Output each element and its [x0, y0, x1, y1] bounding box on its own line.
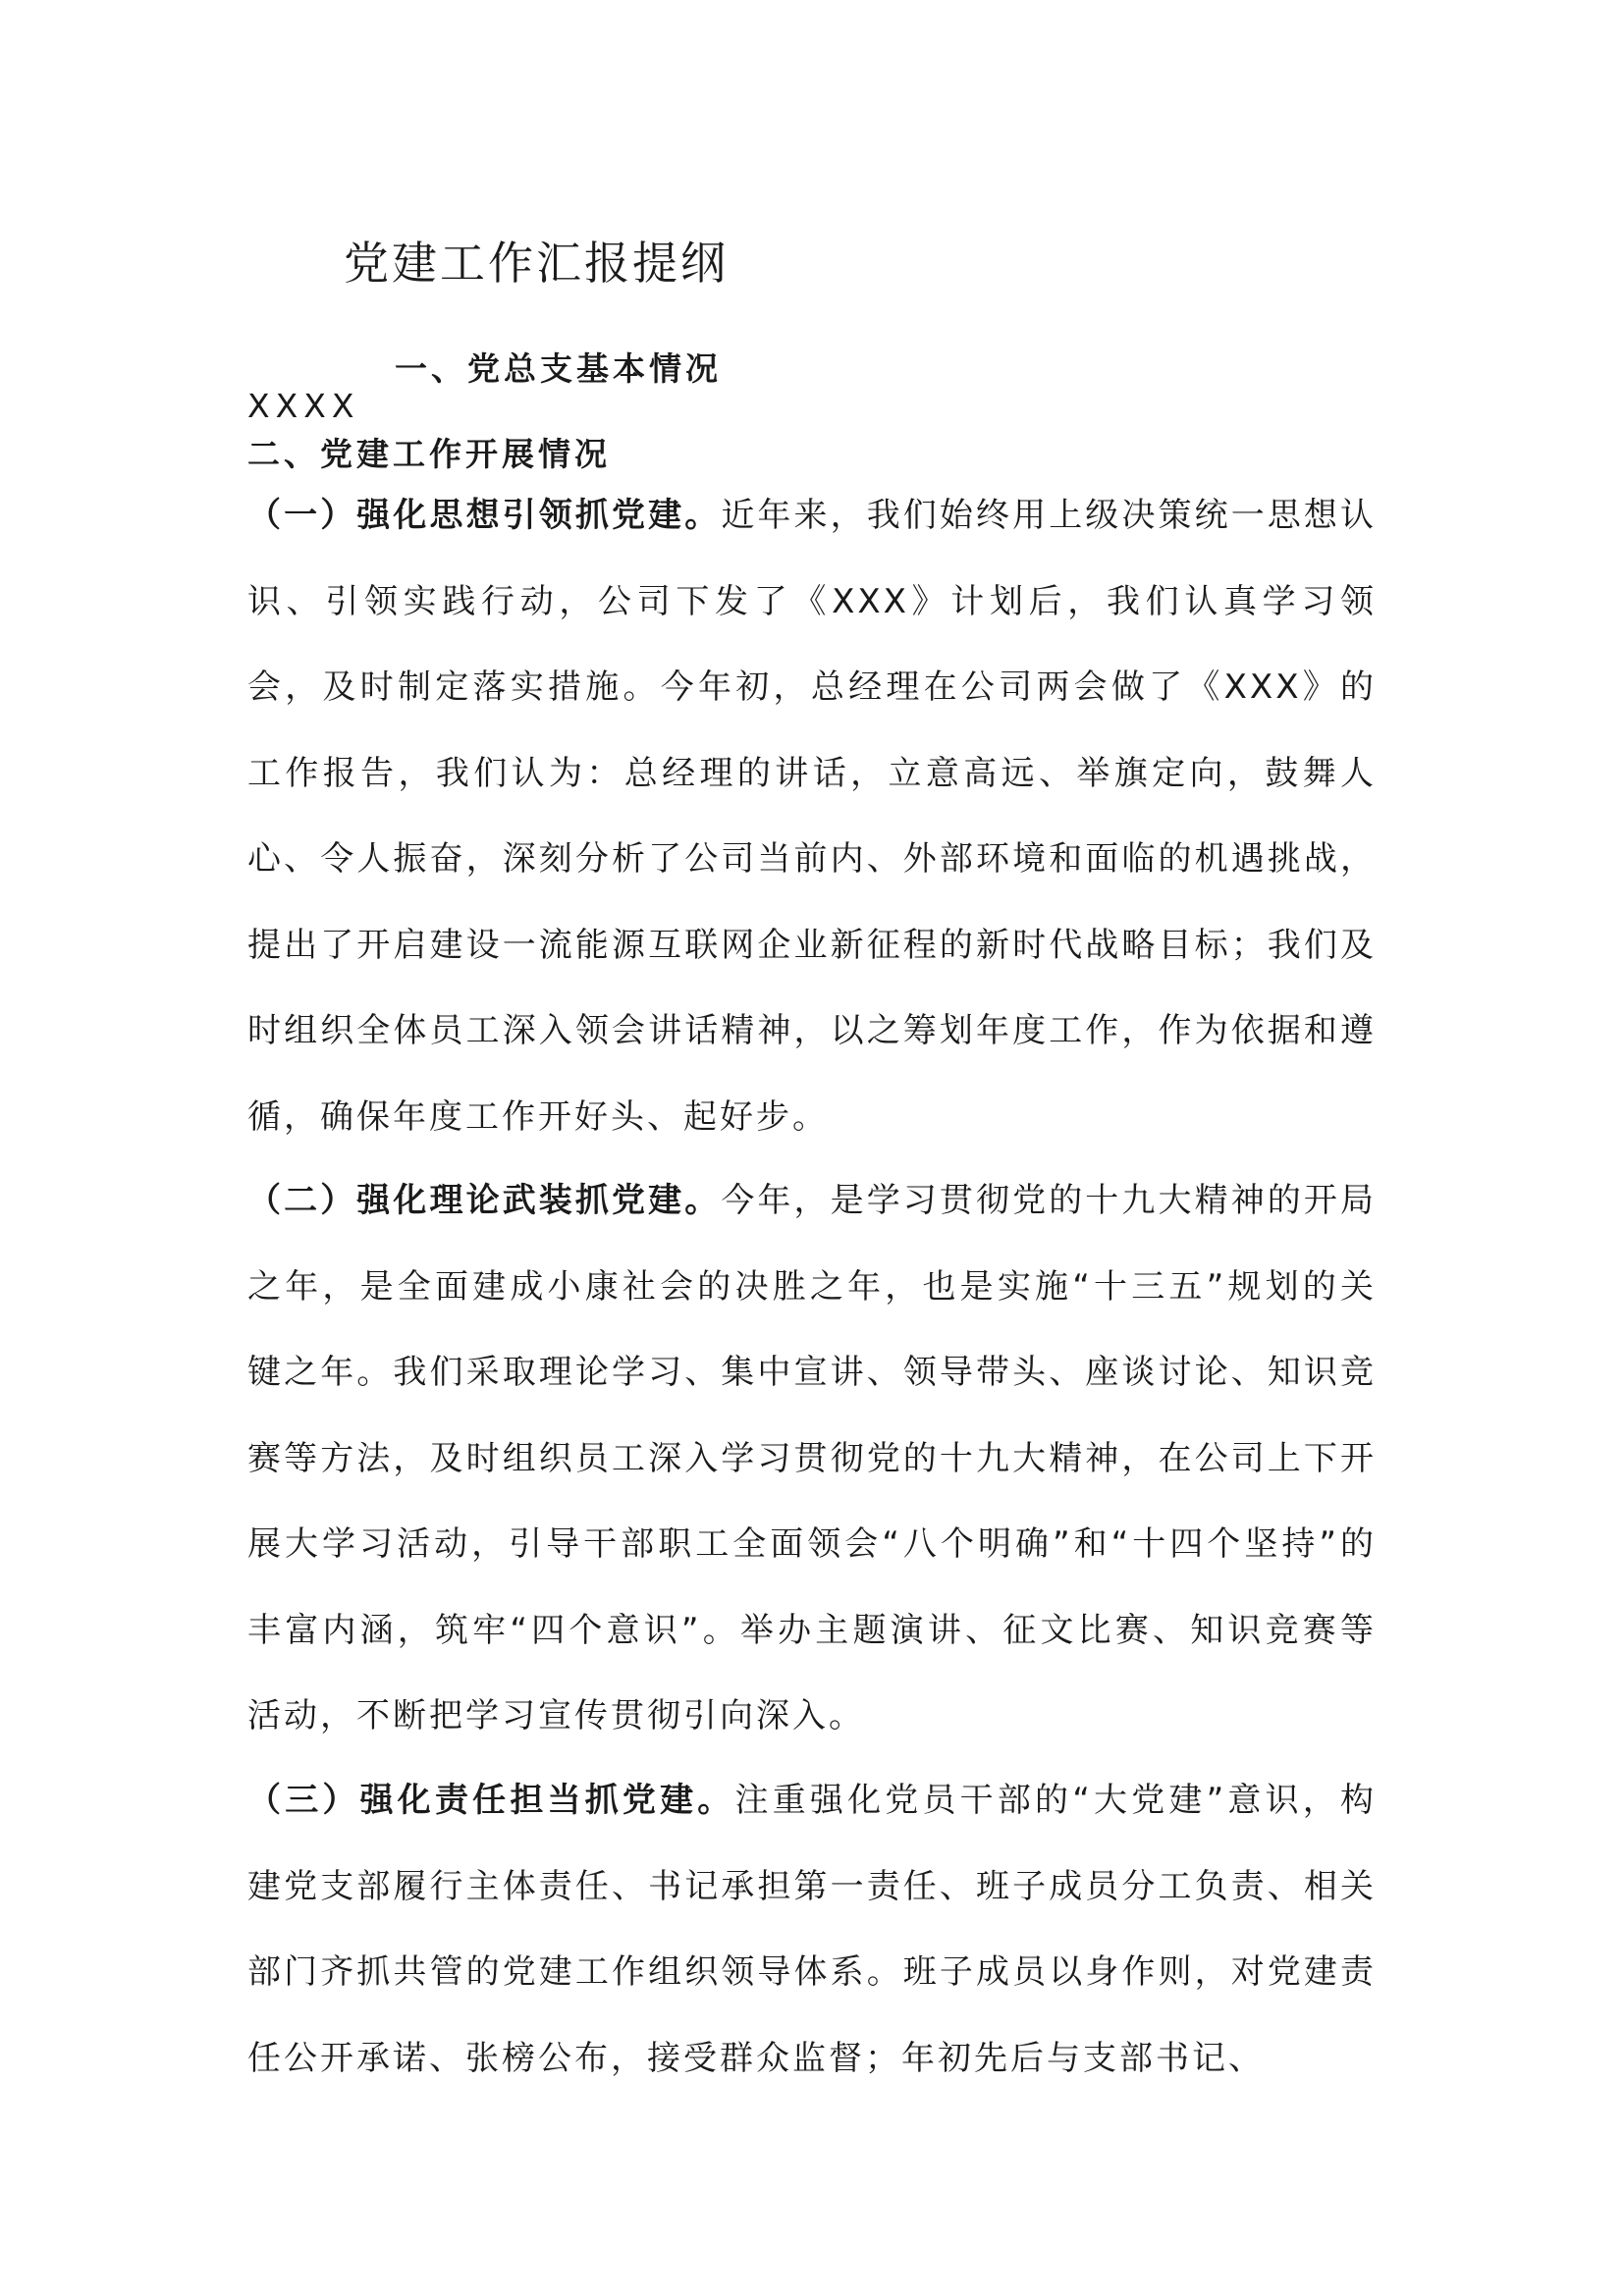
paragraph-2-text: 今年，是学习贯彻党的十九大精神的开局之年，是全面建成小康社会的决胜之年，也是实施“十三五”规划的关键之年。我们采取理论学习、集中宣讲、领导带头、座谈讨论、知识竞赛等方法，及时组织员工深入学习贯彻党的十九大精神，在公司上下开展大学习活动，引导干部职工全面领会“八个明确”和“十四个坚持”的丰富内涵，筑牢“四个意识”。举办主题演讲、征文比赛、知识竞赛等活动，不断把学习宣传贯彻引向深入。 — [247, 1181, 1378, 1735]
paragraph-3-lead: （三）强化责任担当抓党建。 — [247, 1781, 735, 1820]
section-2-heading: 二、党建工作开展情况 — [247, 435, 611, 473]
paragraph-2 — [247, 1158, 1377, 1760]
section-1-body: XXXX — [247, 387, 360, 425]
paragraph-1-lead: （一）强化思想引领抓党建。 — [247, 496, 722, 535]
paragraph-1 — [247, 473, 1377, 1160]
paragraph-2-lead: （二）强化理论武装抓党建。 — [247, 1181, 722, 1220]
paragraph-3-text: 注重强化党员干部的“大党建”意识，构建党支部履行主体责任、书记承担第一责任、班子成员分工负责、相关部门齐抓共管的党建工作组织领导体系。班子成员以身作则，对党建责任公开承诺、张榜公布，接受群众监督；年初先后与支部书记、 — [247, 1781, 1377, 2078]
document-title: 党建工作汇报提纲 — [344, 237, 729, 290]
section-1-heading: 一、党总支基本情况 — [395, 349, 722, 388]
paragraph-1-text: 近年来，我们始终用上级决策统一思想认识、引领实践行动，公司下发了《XXX》计划后，我们认真学习领会，及时制定落实措施。今年初，总经理在公司两会做了《XXX》的工作报告，我们认为：总经理的讲话，立意高远、举旗定向，鼓舞人心、令人振奋，深刻分析了公司当前内、外部环境和面临的机遇挑战，提出了开启建设一流能源互联网企业新征程的新时代战略目标；我们及时组织全体员工深入领会讲话精神，以之筹划年度工作，作为依据和遵循，确保年度工作开好头、起好步。 — [247, 496, 1378, 1137]
paragraph-3 — [247, 1758, 1377, 2102]
